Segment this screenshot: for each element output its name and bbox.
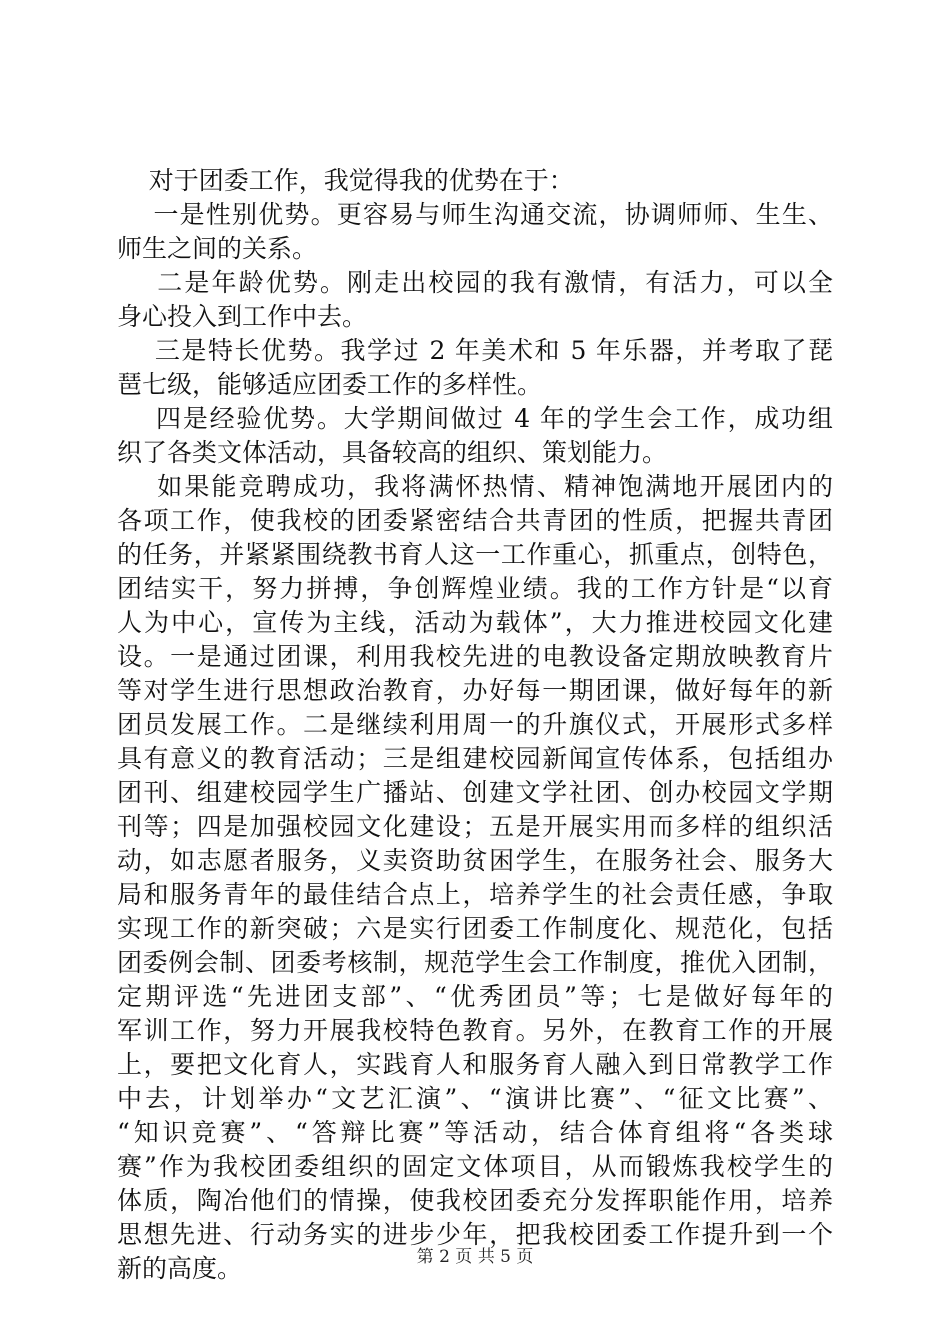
- document-body: [117, 164, 833, 1286]
- text-line: 一是性别优势。更容易与师生沟通交流，协调师师、生生、: [117, 200, 833, 229]
- text-line: 新的高度。: [117, 1254, 243, 1283]
- text-line: 思想先进、行动务实的进步少年，把我校团委工作提升到一个: [117, 1220, 833, 1249]
- text-line: 二是年龄优势。刚走出校园的我有激情，有活力，可以全: [117, 268, 833, 297]
- text-line: 军训工作，努力开展我校特色教育。另外，在教育工作的开展: [117, 1016, 833, 1045]
- text-line: “知识竞赛”、“答辩比赛”等活动，结合体育组将“各类球: [117, 1118, 833, 1147]
- text-line: 实现工作的新突破；六是实行团委工作制度化、规范化，包括: [117, 914, 833, 943]
- text-line: 身心投入到工作中去。: [117, 302, 368, 331]
- text-line: 各项工作，使我校的团委紧密结合共青团的性质，把握共青团: [117, 506, 833, 535]
- text-line: 具有意义的教育活动；三是组建校园新闻宣传体系，包括组办: [117, 744, 833, 773]
- text-line: 刊等；四是加强校园文化建设；五是开展实用而多样的组织活: [117, 812, 833, 841]
- text-line: 团结实干，努力拼搏，争创辉煌业绩。我的工作方针是“以育: [117, 574, 833, 603]
- text-line: 织了各类文体活动，具备较高的组织、策划能力。: [117, 438, 668, 467]
- text-line: 四是经验优势。大学期间做过 4 年的学生会工作，成功组: [117, 404, 833, 433]
- page-footer: 第 2 页 共 5 页: [416, 1247, 534, 1267]
- text-line: 上，要把文化育人，实践育人和服务育人融入到日常教学工作: [117, 1050, 833, 1079]
- text-line: 体质，陶冶他们的情操，使我校团委充分发挥职能作用，培养: [117, 1186, 833, 1215]
- text-line: 赛”作为我校团委组织的固定文体项目，从而锻炼我校学生的: [117, 1152, 833, 1181]
- text-line: 团刊、组建校园学生广播站、创建文学社团、创办校园文学期: [117, 778, 833, 807]
- text-line: 设。一是通过团课，利用我校先进的电教设备定期放映教育片: [117, 642, 833, 671]
- text-line: 如果能竞聘成功，我将满怀热情、精神饱满地开展团内的: [117, 472, 833, 501]
- text-line: 中去，计划举办“文艺汇演”、“演讲比赛”、“征文比赛”、: [117, 1084, 833, 1113]
- text-line: 师生之间的关系。: [117, 234, 318, 263]
- text-line: 局和服务青年的最佳结合点上，培养学生的社会责任感，争取: [117, 880, 833, 909]
- text-line: 对于团委工作，我觉得我的优势在于：: [117, 166, 574, 195]
- text-line: 团委例会制、团委考核制，规范学生会工作制度，推优入团制，: [117, 948, 833, 977]
- text-line: 人为中心，宣传为主线，活动为载体”，大力推进校园文化建: [117, 608, 833, 637]
- text-line: 等对学生进行思想政治教育，办好每一期团课，做好每年的新: [117, 676, 833, 705]
- text-line: 定期评选“先进团支部”、“优秀团员”等；七是做好每年的: [117, 982, 833, 1011]
- text-line: 动，如志愿者服务，义卖资助贫困学生，在服务社会、服务大: [117, 846, 833, 875]
- text-line: 琶七级，能够适应团委工作的多样性。: [117, 370, 543, 399]
- text-line: 三是特长优势。我学过 2 年美术和 5 年乐器，并考取了琵: [117, 336, 833, 365]
- text-line: 团员发展工作。二是继续利用周一的升旗仪式，开展形式多样: [117, 710, 833, 739]
- text-line: 的任务，并紧紧围绕教书育人这一工作重心，抓重点，创特色，: [117, 540, 833, 569]
